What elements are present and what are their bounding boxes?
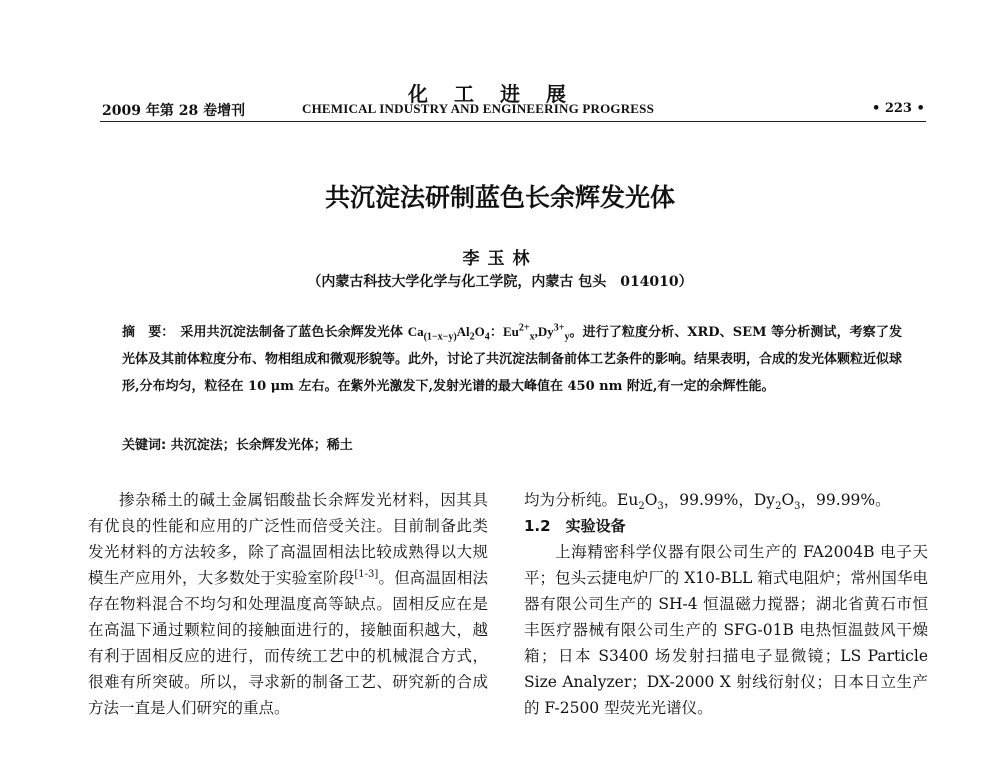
keywords-text: 共沉淀法；长余辉发光体；稀土 xyxy=(166,438,353,453)
abstract-label: 摘 要： xyxy=(122,325,175,340)
intro-text-1: 掺杂稀土的碱土金属铝酸盐长余辉发光材料，因其具有优良的性能和应用的广泛性而倍受关注。目前制备此类发光材料的方法较多，除了高温固相法比较成熟得以大规模生产应用外，大多数处于实验室阶段 xyxy=(88,491,488,587)
journal-name-en: CHEMICAL INDUSTRY AND ENGINEERING PROGRESS xyxy=(302,101,655,116)
keywords-label: 关键词: xyxy=(122,438,167,453)
abstract-text-1: 采用共沉淀法制备了蓝色长余辉发光体 xyxy=(180,325,408,340)
article-affiliation: （内蒙古科技大学化学与化工学院，内蒙古 包头 014010） xyxy=(307,274,693,290)
journal-issue: 2009 年第 28 卷增刊 xyxy=(102,103,246,119)
page-number: • 223 • xyxy=(872,101,925,116)
abstract-formula: $Ca_{(1-x-y)}Al_2O_4$：$Eu^{2+}_x,Dy^{3+}_y$ xyxy=(407,322,570,343)
journal-name-cn: 化工进展 xyxy=(408,82,592,106)
citation: [1-3] xyxy=(354,568,379,580)
equipment-paragraph: 上海精密科学仪器有限公司生产的 FA2004B 电子天平；包头云捷电炉厂的 X10-BLL 箱式电阻炉；常州国华电器有限公司生产的 SH-4 恒温磁力搅器；湖北省黄石市恒丰医疗器械有限公司生产的 SFG-01B 电热恒温鼓风干燥箱；日本 S3400 场发射扫描电子显微镜；LS Particle Size Analyzer；DX-2000 X 射线衍射仪；日本日立生产的 F-2500 型荧光光谱仪。 xyxy=(524,543,928,717)
body-left-column xyxy=(88,487,488,721)
abstract xyxy=(122,318,902,400)
article-author: 李玉林 xyxy=(462,249,538,269)
abstract-text-2: 。进行了粒度分析、XRD、SEM 等分析测试，考察了发光体及其前体粒度分布、物相组成和微观形貌等。此外，讨论了共沉淀法制备前体工艺条件的影响。结果表明，合成的发光体颗粒近似球形,分布均匀，粒径在 10 μm 左右。在紫外光激发下,发射光谱的最大峰值在 450 nm 附近,有一定的余辉性能。 xyxy=(122,325,903,394)
article-title: 共沉淀法研制蓝色长余辉发光体 xyxy=(324,183,675,212)
intro-text-2: 。但高温固相法存在物料混合不均匀和处理温度高等缺点。固相反应在是在高温下通过颗粒间的接触面进行的，接触面积越大，越有利于固相反应的进行，而传统工艺中的机械混合方式，很难有所突破。所以，寻求新的制备工艺、研究新的合成方法一直是人们研究的重点。 xyxy=(88,569,488,717)
reagents-paragraph: 均为分析纯。$Eu_2O_3$，99.99%，$Dy_2O_3$，99.99%。 xyxy=(524,491,891,513)
section-heading: 1.2 实验设备 xyxy=(524,517,626,535)
keywords xyxy=(122,434,353,453)
header-rule xyxy=(100,121,926,122)
body-right-column xyxy=(524,487,928,721)
